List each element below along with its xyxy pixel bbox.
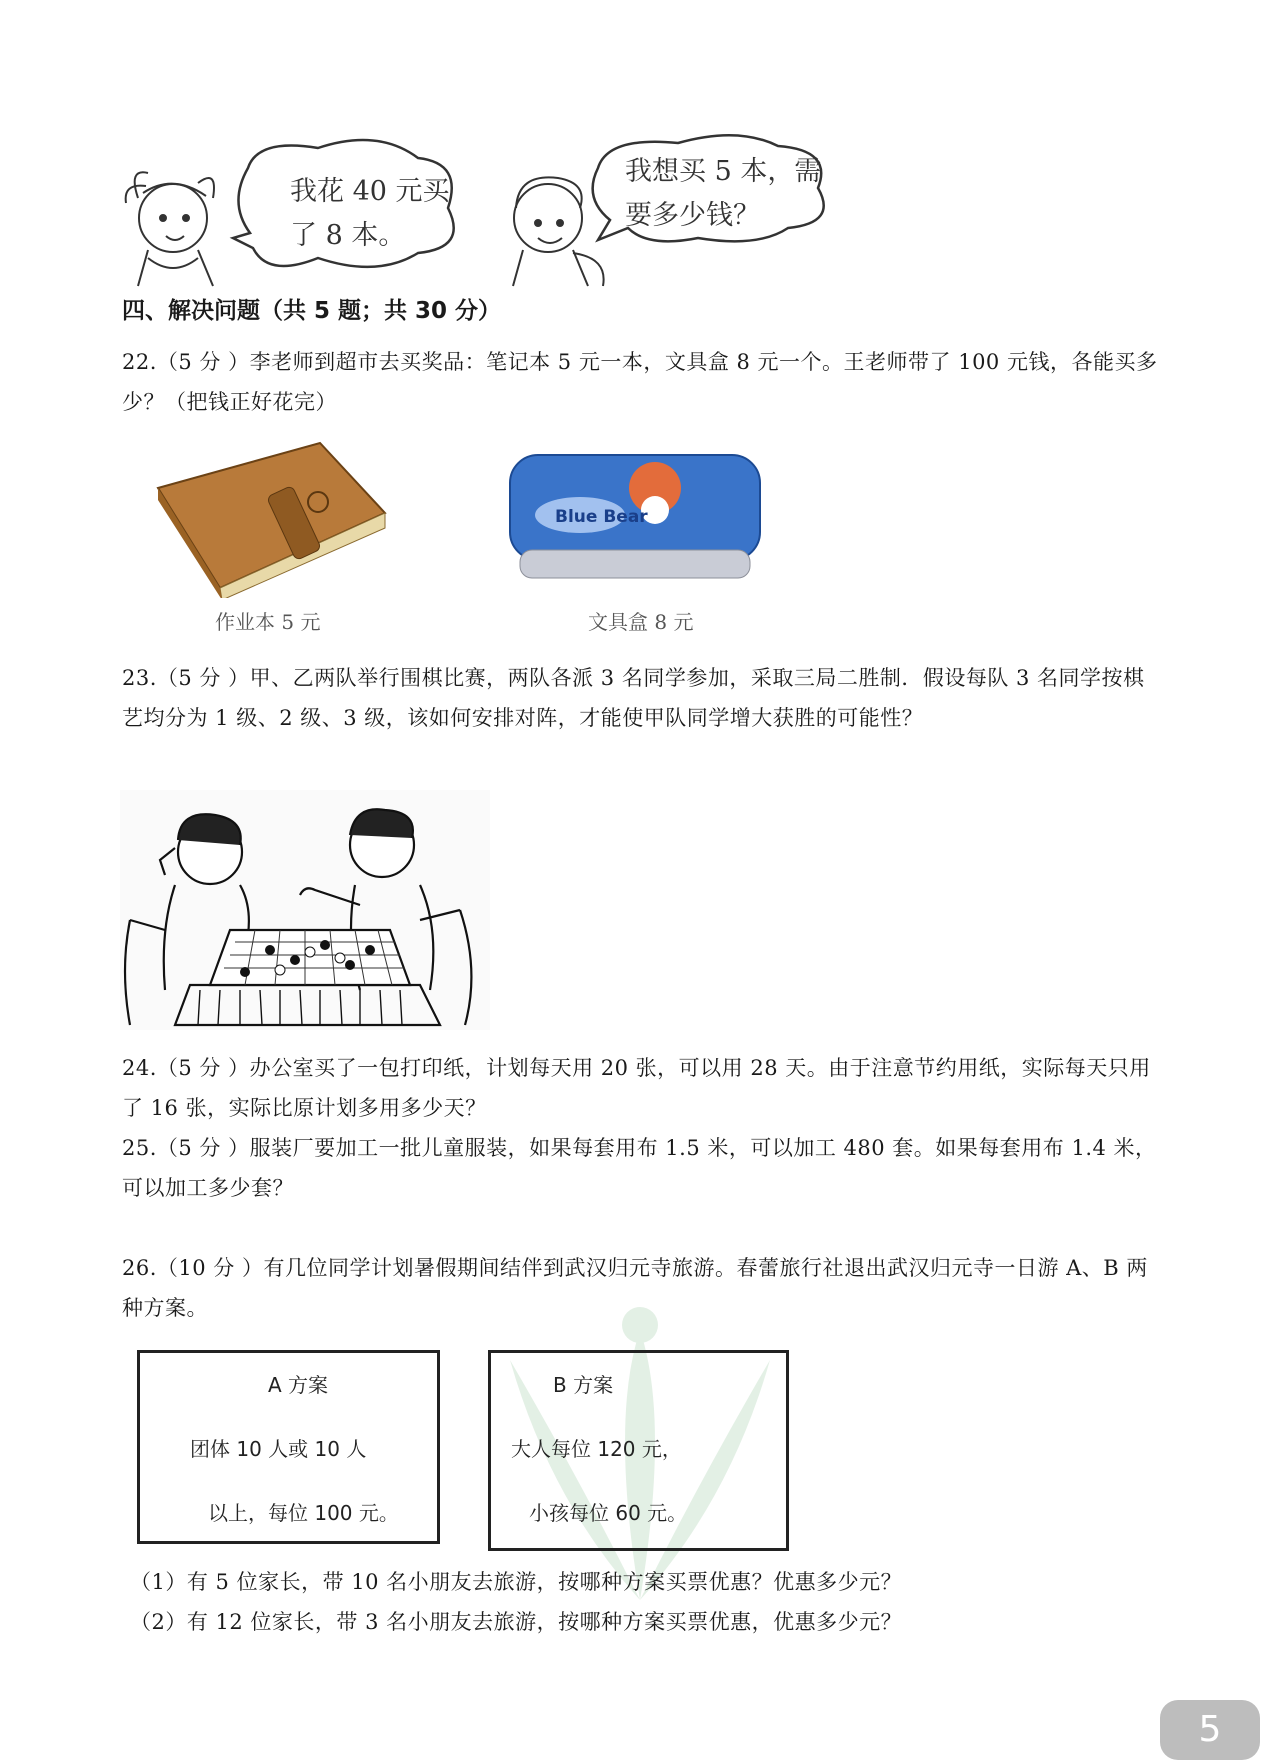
question-26-sub-1: （1）有 5 位家长，带 10 名小朋友去旅游，按哪种方案买票优惠？优惠多少元？ [130,1570,903,1594]
pencil-box-brand: Blue Bear [555,507,648,527]
question-23-line-1: 23.（5 分 ）甲、乙两队举行围棋比赛，两队各派 3 名同学参加，采取三局二胜制．假设每队 3 名同学按棋 [122,666,1145,690]
girl-speech-line-1: 我花 40 元买 [290,176,450,207]
boy-speech-line-1: 我想买 5 本，需 [625,156,822,187]
question-26-sub-2: （2）有 12 位家长，带 3 名小朋友去旅游，按哪种方案买票优惠，优惠多少元？ [130,1610,903,1634]
question-25-line-2: 可以加工多少套？ [122,1176,294,1200]
page-number: 5 [1160,1700,1260,1760]
boy-figure [513,177,604,286]
plan-b-box [488,1350,789,1551]
plan-a-line-2: 以上，每位 100 元。 [208,1501,399,1525]
plan-b-line-1: 大人每位 120 元， [511,1437,682,1461]
pencil-box-image [505,440,765,590]
plan-b-title: B 方案 [553,1373,614,1397]
boy-speech-line-2: 要多少钱？ [625,200,760,231]
go-game-illustration [120,790,490,1030]
girl-speech-line-2: 了 8 本。 [290,220,406,251]
question-22-line-2: 少？（把钱正好花完） [122,390,337,414]
question-26-line-1: 26.（10 分 ）有几位同学计划暑假期间结伴到武汉归元寺旅游。春蕾旅行社退出武汉归元寺一日游 A、B 两 [122,1256,1148,1280]
pencil-box-caption: 文具盒 8 元 [588,610,694,634]
question-22-line-1: 22.（5 分 ）李老师到超市去买奖品：笔记本 5 元一本，文具盒 8 元一个。王老师带了 100 元钱，各能买多 [122,350,1158,374]
notebook-image [150,438,390,598]
plan-a-box [137,1350,440,1544]
plan-a-title: A 方案 [268,1373,329,1397]
question-24-line-2: 了 16 张，实际比原计划多用多少天？ [122,1096,487,1120]
plan-a-line-1: 团体 10 人或 10 人 [190,1437,367,1461]
notebook-caption: 作业本 5 元 [215,610,321,634]
plan-b-line-2: 小孩每位 60 元。 [529,1501,688,1525]
section-title: 四、解决问题（共 5 题；共 30 分） [122,298,502,324]
question-25-line-1: 25.（5 分 ）服装厂要加工一批儿童服装，如果每套用布 1.5 米，可以加工 480 套。如果每套用布 1.4 米， [122,1136,1157,1160]
girl-figure [126,172,214,286]
question-23-line-2: 艺均分为 1 级、2 级、3 级，该如何安排对阵，才能使甲队同学增大获胜的可能性？ [122,706,924,730]
question-26-line-2: 种方案。 [122,1296,208,1320]
question-24-line-1: 24.（5 分 ）办公室买了一包打印纸，计划每天用 20 张，可以用 28 天。由于注意节约用纸，实际每天只用 [122,1056,1151,1080]
